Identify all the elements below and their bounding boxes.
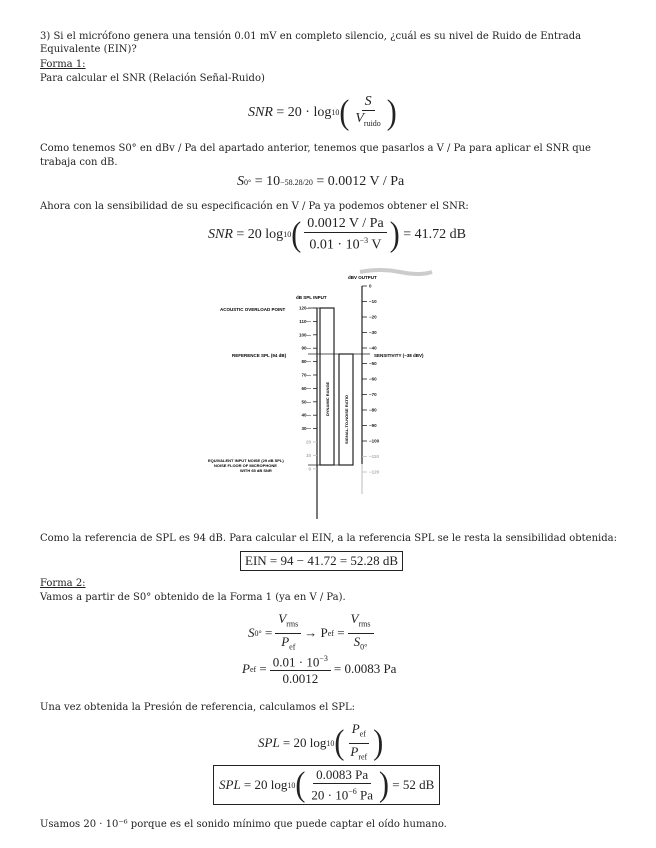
spl-numeric-formula: SPL = 20 log 10 ( $\frac{0.0083 Pa}{20 \cdot 10^{-6} Pa}$ ) = 52 dB bbox=[213, 765, 440, 805]
left-tick-label: 70— bbox=[301, 372, 311, 378]
acoustic-overload-label: ACOUSTIC OVERLOAD POINT bbox=[220, 307, 286, 312]
right-tick-label: −110 bbox=[369, 454, 379, 459]
left-tick-label: 20 bbox=[305, 439, 311, 445]
right-tick-label: −60 bbox=[369, 376, 377, 382]
left-tick-label: 10 bbox=[305, 452, 311, 458]
question-line-2: Equivalente (EIN)? bbox=[40, 44, 137, 55]
ein-label-2: NOISE FLOOR OF MICROPHONE bbox=[214, 463, 277, 468]
left-tick-label: 50— bbox=[301, 399, 311, 405]
ein-formula: EIN = 94 − 41.72 = 52.28 dB bbox=[240, 551, 403, 571]
forma1-paragraph-1: Para calcular el SNR (Relación Señal-Ruido) bbox=[40, 73, 265, 84]
right-tick-label: −80 bbox=[369, 407, 377, 413]
right-tick-label: −70 bbox=[369, 392, 377, 397]
left-tick-label: 0 bbox=[308, 466, 311, 472]
question-line-1: 3) Si el micrófono genera una tensión 0.01 mV en completo silencio, ¿cuál es su nivel de Ruido de Entrada bbox=[40, 31, 582, 42]
ein-paragraph: Como la referencia de SPL es 94 dB. Para calcular el EIN, a la referencia SPL se le resta la sensibilidad obtenida: bbox=[40, 533, 617, 544]
left-tick-label: 100— bbox=[298, 332, 311, 338]
forma2-heading: Forma 2: bbox=[40, 578, 86, 589]
snr-label: SIGNAL-TO-NOISE RATIO bbox=[344, 395, 349, 444]
forma1-paragraph-3: Ahora con la sensibilidad de su especificación en V / Pa ya podemos obtener el SNR: bbox=[40, 201, 469, 212]
forma2-paragraph-3: Usamos 20 · 10⁻⁶ porque es el sonido mínimo que puede captar el oído humano. bbox=[40, 819, 447, 830]
right-tick-label: −100 bbox=[369, 438, 380, 444]
right-axis-ticks bbox=[362, 284, 380, 475]
forma2-paragraph-1: Vamos a partir de S0° obtenido de la Forma 1 (ya en V / Pa). bbox=[40, 592, 346, 603]
sensitivity-formula: S 0° = 10 −58.28/20 = 0.0012 V / Pa bbox=[237, 174, 405, 189]
forma1-heading: Forma 1: bbox=[40, 59, 86, 70]
right-tick-label: −10 bbox=[369, 299, 377, 304]
left-tick-label: 30— bbox=[301, 426, 311, 432]
left-tick-label: 90— bbox=[301, 345, 311, 351]
ein-label-1: EQUIVALENT INPUT NOISE (29 dB SPL) bbox=[208, 458, 284, 463]
snr-formula: SNR = 20 · log 10 ( $\frac{S}{V_{ruido}}$ ) bbox=[248, 93, 397, 132]
right-tick-label: 0 bbox=[369, 283, 372, 289]
left-axis-ticks bbox=[299, 306, 317, 472]
forma1-paragraph-2a: Como tenemos S0° en dBv / Pa del apartado anterior, tenemos que pasarlos a V / Pa para aplicar el SNR que bbox=[40, 143, 591, 154]
right-tick-label: −90 bbox=[369, 423, 377, 428]
left-tick-label: 110— bbox=[299, 318, 311, 324]
left-tick-label: 40— bbox=[301, 412, 311, 418]
forma1-paragraph-2b: trabaja con dB. bbox=[40, 157, 118, 168]
right-tick-label: −20 bbox=[369, 314, 377, 320]
pressure-relation-formula: S 0° = $\frac{V_{rms}}{P_{ef}}$ → P ef = $\frac{V_{rms}}{S_{0^\circ}}$ bbox=[248, 612, 377, 654]
right-tick-label: −120 bbox=[369, 469, 380, 475]
pressure-value-formula: P ef = $\frac{0.01 \cdot 10^{-3}}{0.0012}$ = 0.0083 Pa bbox=[242, 654, 397, 687]
scan-smudge bbox=[360, 270, 432, 274]
reference-spl-label: REFERENCE SPL (94 dB) bbox=[232, 353, 287, 358]
ein-label-3: WITH 65 dB SNR bbox=[240, 468, 272, 473]
dbv-output-label: dBV OUTPUT bbox=[348, 275, 377, 280]
microphone-level-diagram bbox=[200, 264, 450, 526]
db-spl-input-label: dB SPL INPUT bbox=[296, 295, 327, 300]
right-tick-label: −40 bbox=[369, 345, 377, 351]
right-tick-label: −30 bbox=[369, 330, 377, 335]
left-tick-label: 80— bbox=[301, 359, 311, 365]
sensitivity-label: SENSITIVITY (−38 dBV) bbox=[374, 353, 424, 358]
right-tick-label: −50 bbox=[369, 361, 377, 366]
left-tick-label: 120— bbox=[298, 305, 311, 311]
snr-numeric-formula: SNR = 20 log 10 ( $\frac{0.0012 V / Pa}{0.01 \cdot 10^{-3} V}$ ) = 41.72 dB bbox=[208, 215, 466, 254]
forma2-paragraph-2: Una vez obtenida la Presión de referencia, calculamos el SPL: bbox=[40, 702, 356, 713]
spl-formula: SPL = 20 log 10 ( $\frac{P_{ef}}{P_{ref}}$ ) bbox=[258, 721, 384, 762]
left-tick-label: 60— bbox=[301, 385, 311, 391]
dynamic-range-label: DYNAMIC RANGE bbox=[325, 381, 330, 416]
